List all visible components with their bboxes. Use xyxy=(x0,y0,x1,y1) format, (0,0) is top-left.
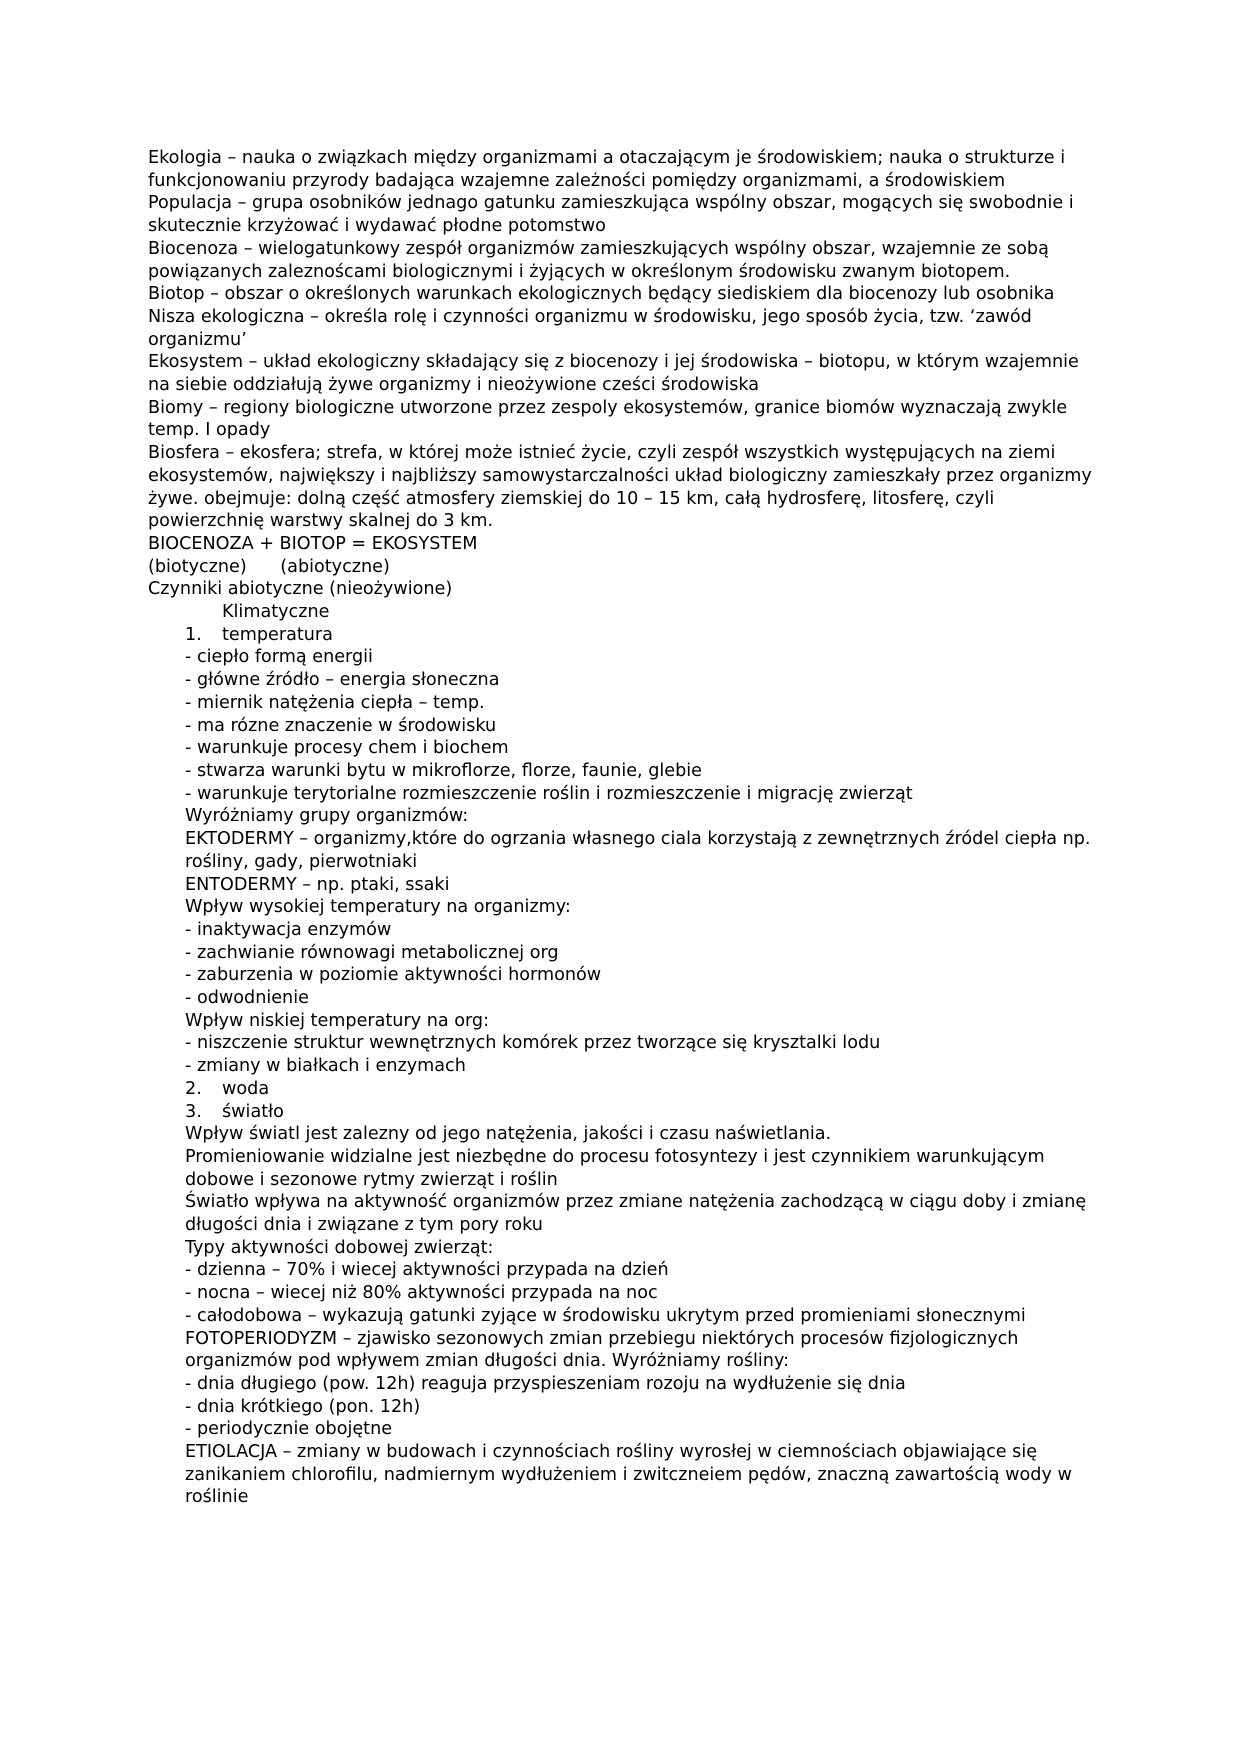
bullet-item: - dnia długiego (pow. 12h) reaguja przyspieszeniam rozoju na wydłużenie się dnia xyxy=(185,1373,906,1394)
bullet-item: - główne źródło – energia słoneczna xyxy=(185,670,500,691)
equation-subline: (biotyczne) (abiotyczne) xyxy=(148,556,390,577)
item-label: światło xyxy=(222,1101,284,1122)
numbered-item-woda xyxy=(148,1078,1098,1101)
document-page xyxy=(148,147,1098,1509)
definition-populacja: Populacja – grupa osobników jednago gatunku zamieszkująca wspólny obszar, mogących się swobodnie i skutecznie krzyżować i wydawać płodne potomstwo xyxy=(148,193,1074,237)
bullet-item: - inaktywacja enzymów xyxy=(185,919,392,940)
definition-biomy: Biomy – regiony biologiczne utworzone przez zespoly ekosystemów, granice biomów wyznaczają zwykle temp. I opady xyxy=(148,397,1068,441)
entodermy-paragraph: ENTODERMY – np. ptaki, ssaki xyxy=(185,874,450,895)
equation-line: BIOCENOZA + BIOTOP = EKOSYSTEM xyxy=(148,533,478,554)
bullet-item: - całodobowa – wykazują gatunki zyjące w środowisku ukrytym przed promieniami słonecznymi xyxy=(185,1305,1026,1326)
groups-heading: Wyróżniamy grupy organizmów: xyxy=(185,806,469,827)
definition-biocenoza: Biocenoza – wielogatunkowy zespół organizmów zamieszkujących wspólny obszar, wzajemnie ze sobą powiązanych zaleznoścami biologicznymi i żyjących w określonym środowisku zwanym biotopem. xyxy=(148,238,1049,282)
numbered-item-temperatura xyxy=(148,624,1098,647)
item-number: 2. xyxy=(185,1078,202,1099)
light-paragraph: Wpływ światl jest zalezny od jego natężenia, jakości i czasu naświetlania. xyxy=(185,1124,832,1145)
bullet-item: - zaburzenia w poziomie aktywności hormonów xyxy=(185,965,602,986)
definition-nisza: Nisza ekologiczna – określa rolę i czynności organizmu w środowisku, jego sposób życia, tzw. ‘zawód organizmu’ xyxy=(148,306,1032,350)
definition-ekosystem: Ekosystem – układ ekologiczny składający się z biocenozy i jej środowiska – biotopu, w którym wzajemnie na siebie oddziałują żywe organizmy i nieożywione cześci środowiska xyxy=(148,352,1079,396)
light-paragraph: Światło wpływa na aktywność organizmów przez zmiane natężenia zachodzącą w ciągu doby i zmianę długości dnia i związane z tym pory roku xyxy=(185,1192,1087,1236)
bullet-item: - warunkuje terytorialne rozmieszczenie roślin i rozmieszczenie i migrację zwierząt xyxy=(185,783,913,804)
bullet-item: - stwarza warunki bytu w mikroflorze, florze, faunie, glebie xyxy=(185,760,703,781)
high-temp-heading: Wpływ wysokiej temperatury na organizmy: xyxy=(185,897,571,918)
bullet-item: - dzienna – 70% i wiecej aktywności przypada na dzień xyxy=(185,1260,669,1281)
bullet-item: - zachwianie równowagi metabolicznej org xyxy=(185,942,559,963)
bullet-item: - dnia krótkiego (pon. 12h) xyxy=(185,1396,421,1417)
bullet-item: - warunkuje procesy chem i biochem xyxy=(185,738,509,759)
climatic-heading: Klimatyczne xyxy=(222,602,330,623)
light-paragraph: Promieniowanie widzialne jest niezbędne do procesu fotosyntezy i jest czynnikiem warunkującym dobowe i sezonowe rytmy zwierząt i roślin xyxy=(185,1146,1045,1190)
fotoperiodyzm-paragraph: FOTOPERIODYZM – zjawisko sezonowych zmian przebiegu niektórych procesów fizjologicznych organizmów pod wpływem zmian długości dnia. Wyróżniamy rośliny: xyxy=(185,1328,1019,1372)
item-label: temperatura xyxy=(222,624,333,645)
bullet-item: - ciepło formą energii xyxy=(185,647,373,668)
numbered-item-swiatlo xyxy=(148,1101,1098,1124)
item-number: 1. xyxy=(185,624,202,645)
item-number: 3. xyxy=(185,1101,202,1122)
activity-heading: Typy aktywności dobowej zwierząt: xyxy=(185,1237,494,1258)
bullet-item: - miernik natężenia ciepła – temp. xyxy=(185,692,485,713)
bullet-item: - ma rózne znaczenie w środowisku xyxy=(185,715,497,736)
etiolacja-paragraph: ETIOLACJA – zmiany w budowach i czynnościach rośliny wyrosłej w ciemnościach objawiające się zanikaniem chlorofilu, nadmiernym wydłużeniem i zwitczneiem pędów, znaczną zawartością wody w roślinie xyxy=(185,1442,1072,1508)
low-temp-heading: Wpływ niskiej temperatury na org: xyxy=(185,1010,490,1031)
definition-biotop: Biotop – obszar o określonych warunkach ekologicznych będący siediskiem dla biocenozy lub osobnika xyxy=(148,284,1055,305)
definition-ekologia: Ekologia – nauka o związkach między organizmami a otaczającym je środowiskiem; nauka o strukturze i funkcjonowaniu przyrody badająca wzajemne zależności pomiędzy organizmami, a środowiskiem xyxy=(148,148,1066,191)
item-label: woda xyxy=(222,1078,270,1099)
bullet-item: - zmiany w białkach i enzymach xyxy=(185,1056,466,1077)
definition-biosfera: Biosfera – ekosfera; strefa, w której może istnieć życie, czyli zespół wszystkich występujących na ziemi ekosystemów, największy i najbliższy samowystarczalności układ biologiczny zamieszkały przez organizmy żywe. obejmuje: dolną część atmosfery ziemskiej do 10 – 15 km, całą hydrosferę, litosferę, czyli powierzchnię warstwy skalnej do 3 km. xyxy=(148,443,1092,532)
bullet-item: - odwodnienie xyxy=(185,988,309,1009)
bullet-item: - niszczenie struktur wewnętrznych komórek przez tworzące się krysztalki lodu xyxy=(185,1033,881,1054)
ektodermy-paragraph: EKTODERMY – organizmy,które do ogrzania własnego ciala korzystają z zewnętrznych źródel ciepła np. rośliny, gady, pierwotniaki xyxy=(185,829,1091,872)
bullet-item: - nocna – wiecej niż 80% aktywności przypada na noc xyxy=(185,1283,658,1304)
factors-heading: Czynniki abiotyczne (nieożywione) xyxy=(148,579,453,600)
bullet-item: - periodycznie obojętne xyxy=(185,1419,393,1440)
